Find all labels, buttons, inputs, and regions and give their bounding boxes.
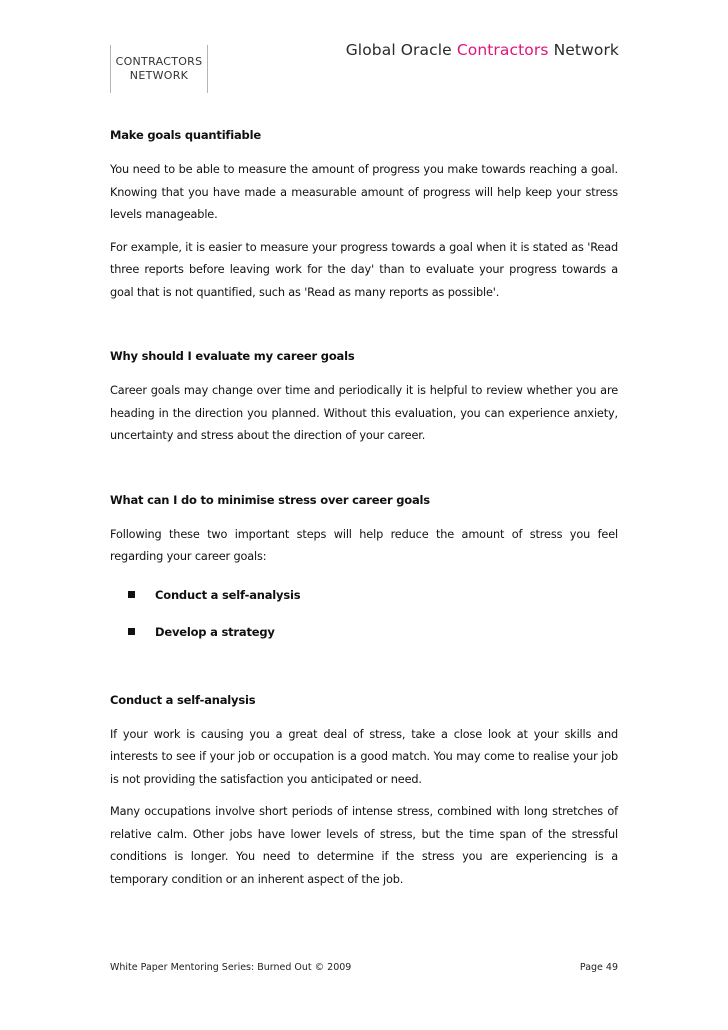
paragraph: Following these two important steps will help reduce the amount of stress you feel regarding your career goals: [110, 527, 618, 563]
logo-line-2: NETWORK [129, 69, 189, 82]
section-heading-self-analysis: Conduct a self-analysis [110, 692, 256, 707]
page-footer [110, 962, 618, 973]
footer-text: White Paper Mentoring Series: Burned Out © 2009 [110, 962, 352, 973]
bullet-list [110, 585, 618, 642]
brand-accent: Contractors [456, 41, 549, 59]
list-item [128, 585, 618, 605]
bullet-text: Develop a strategy [155, 624, 275, 639]
paragraph: For example, it is easier to measure your progress towards a goal when it is stated as 'Read three reports before leaving work for the day' than to evaluate your progress towards a goal that is not quantified, such as 'Read as many reports as possible'. [110, 240, 618, 299]
list-item [128, 622, 618, 642]
section-heading-goals-quantifiable: Make goals quantifiable [110, 128, 261, 142]
brand-prefix: Global Oracle [345, 41, 457, 59]
brand-suffix: Network [548, 41, 619, 59]
document-body [110, 125, 618, 891]
square-bullet-icon [128, 628, 135, 635]
paragraph: You need to be able to measure the amount of progress you make towards reaching a goal. Knowing that you have made a measurable amount of progress will help keep your stress levels manageable. [110, 163, 618, 221]
contractors-network-logo [110, 45, 208, 93]
logo-line-1: CONTRACTORS [115, 55, 203, 68]
page-number: Page 49 [579, 962, 618, 973]
section-heading-evaluate-goals: Why should I evaluate my career goals [110, 349, 355, 363]
paragraph: If your work is causing you a great deal of stress, take a close look at your skills and interests to see if your job or occupation is a good match. You may come to realise your job is not providing the satisfaction you anticipated or need. [110, 727, 618, 786]
paragraph: Many occupations involve short periods of intense stress, combined with long stretches of relative calm. Other jobs have lower levels of stress, but the time span of the stressful conditions is longer. You need to determine if the stress you are experiencing is a temporary condition or an inherent aspect of the job. [110, 805, 618, 886]
bullet-text: Conduct a self-analysis [155, 587, 301, 602]
square-bullet-icon [128, 591, 135, 598]
brand-title [346, 41, 619, 59]
section-heading-minimise-stress: What can I do to minimise stress over career goals [110, 492, 430, 507]
paragraph: Career goals may change over time and periodically it is helpful to review whether you are heading in the direction you planned. Without this evaluation, you can experience anxiety, uncertainty and stress about the direction of your career. [110, 384, 618, 442]
